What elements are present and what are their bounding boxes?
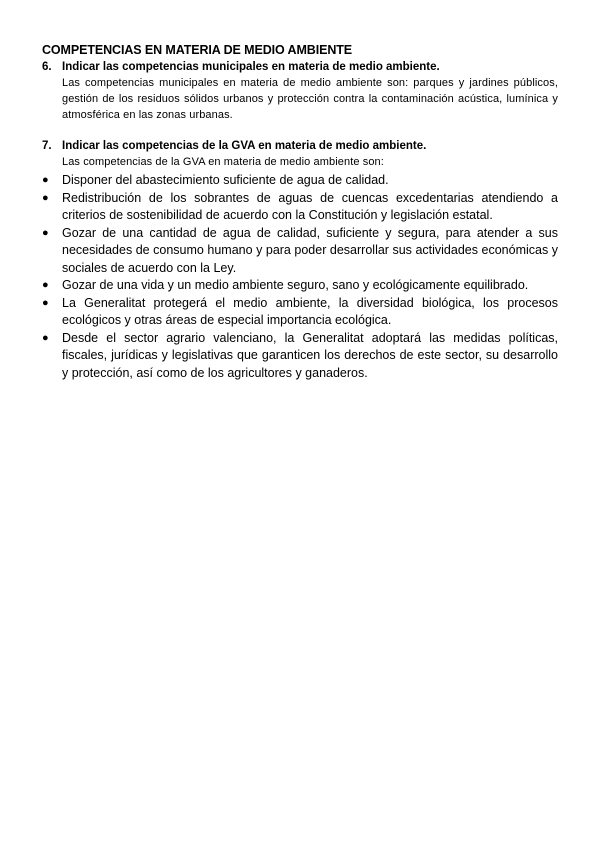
list-item-text: Gozar de una cantidad de agua de calidad, suficiente y segura, para atender a sus necesidades de consumo humano y para poder desarrollar sus actividades económicas y sociales de acuerdo con la Ley.: [62, 225, 558, 275]
list-item: [42, 295, 558, 330]
list-item-text: La Generalitat protegerá el medio ambiente, la diversidad biológica, los procesos ecológicos y otras áreas de especial importancia ecológica.: [62, 295, 558, 327]
list-item-text: Gozar de una vida y un medio ambiente seguro, sano y ecológicamente equilibrado.: [62, 278, 529, 292]
bullet-icon: ●: [42, 191, 49, 204]
answer-6: Las competencias municipales en materia de medio ambiente son: parques y jardines públicos, gestión de los residuos sólidos urbanos y protección contra la contaminación acústica, lumínica y atmosférica en las zonas urbanas.: [62, 77, 558, 121]
question-text: Indicar las competencias municipales en materia de medio ambiente.: [62, 61, 440, 73]
bullet-icon: ●: [42, 174, 49, 186]
list-item-text: Redistribución de los sobrantes de aguas de cuencas excedentarias atendiendo a criterios de sostenibilidad de acuerdo con la Constitución y legislación estatal.: [62, 190, 558, 222]
question-number: 7.: [42, 140, 52, 152]
list-item: [42, 330, 558, 383]
question-text: Indicar las competencias de la GVA en materia de medio ambiente.: [62, 140, 427, 152]
section-7: [42, 139, 558, 382]
document-content: [42, 42, 558, 382]
page-title: COMPETENCIAS EN MATERIA DE MEDIO AMBIENTE: [42, 43, 353, 57]
answer-7-intro: Las competencias de la GVA en materia de medio ambiente son:: [62, 156, 384, 168]
list-item: [42, 190, 558, 225]
question-7: [42, 139, 558, 154]
bullet-icon: ●: [42, 331, 49, 344]
bullet-icon: ●: [42, 296, 49, 309]
list-item: [42, 172, 558, 190]
list-item-text: Desde el sector agrario valenciano, la Generalitat adoptará las medidas políticas, fiscales, jurídicas y legislativas que garanticen los derechos de este sector, su desarrollo y protección, así como de los agricultores y ganaderos.: [62, 330, 558, 380]
competencias-list: [42, 172, 558, 382]
list-item: [42, 225, 558, 278]
list-item: [42, 277, 558, 295]
bullet-icon: ●: [42, 279, 49, 291]
question-6: [42, 60, 558, 75]
bullet-icon: ●: [42, 226, 49, 239]
section-6: [42, 60, 558, 123]
list-item-text: Disponer del abastecimiento suficiente de agua de calidad.: [62, 173, 389, 187]
question-number: 6.: [42, 61, 52, 73]
